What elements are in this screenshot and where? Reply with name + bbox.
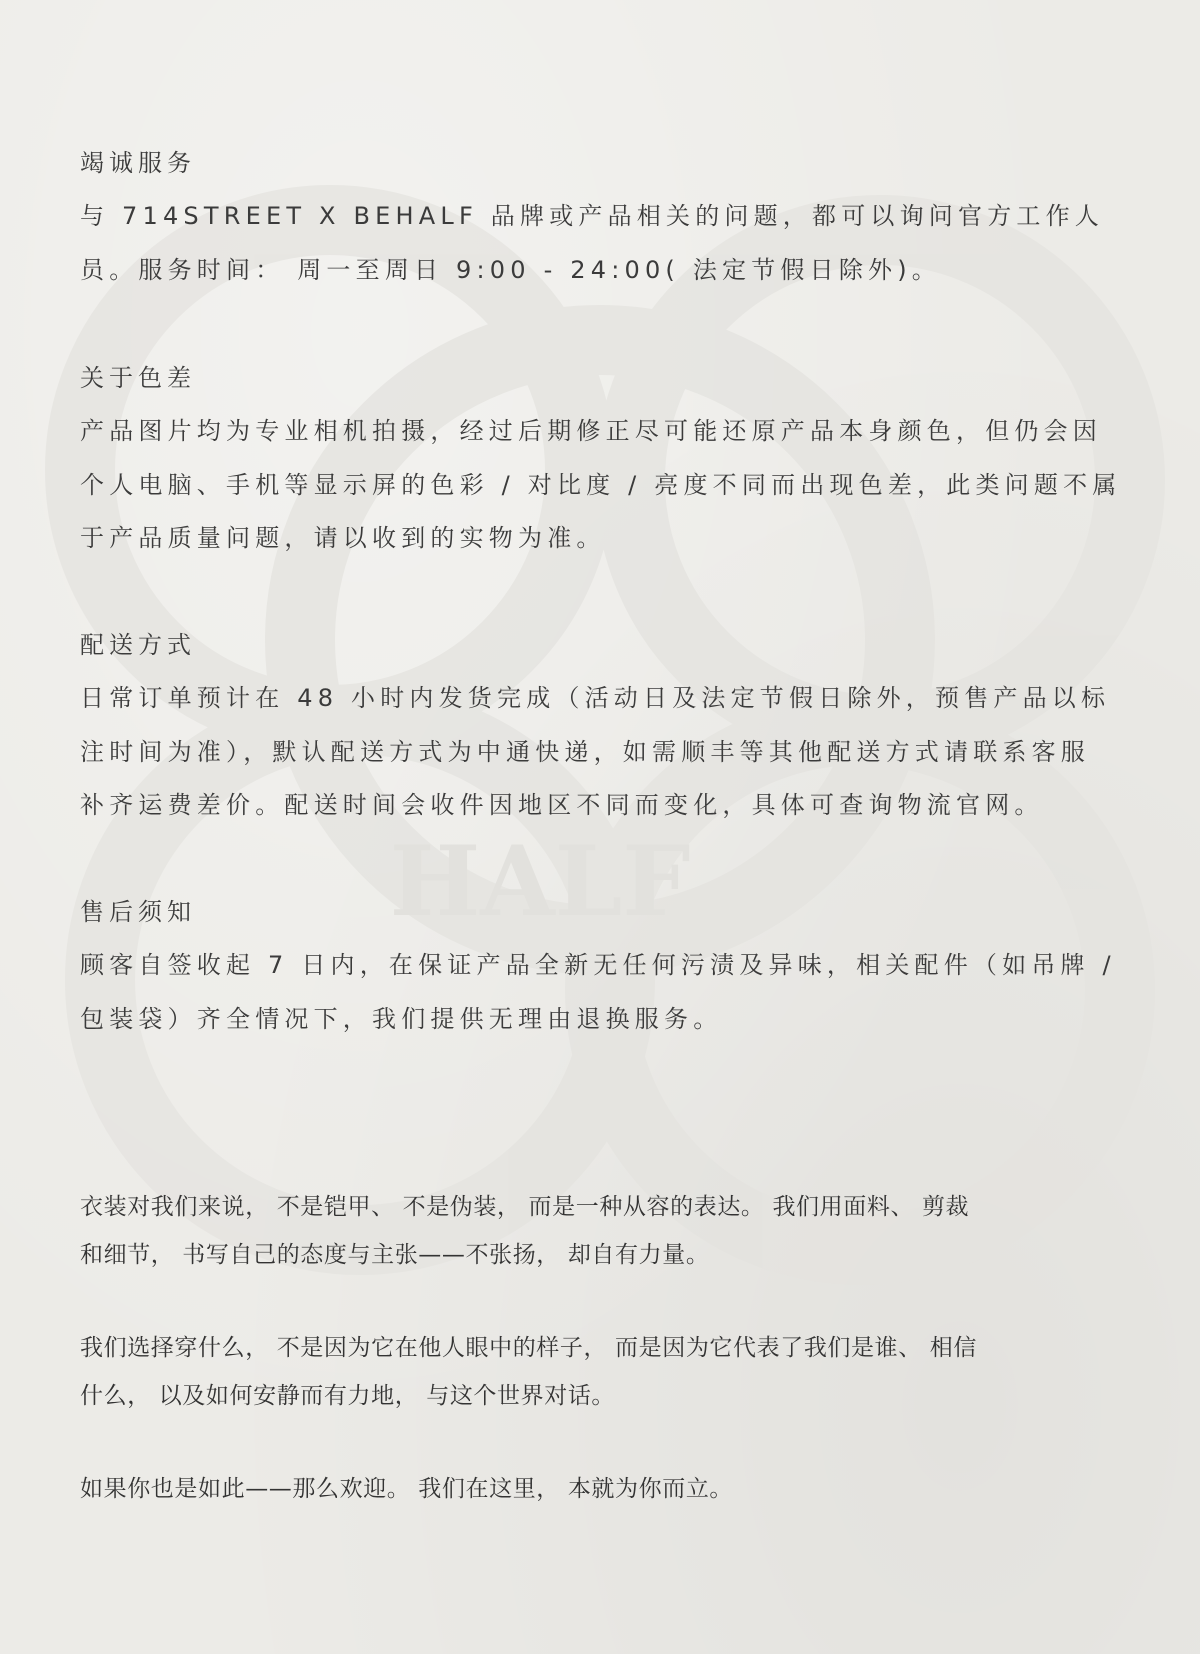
section-color-difference (80, 351, 1140, 566)
section-title: 关于色差 (80, 364, 196, 392)
section-body (80, 672, 1140, 833)
section-line: 与 714STREET X BEHALF 品牌或产品相关的问题，都可以询问官方工作人 (80, 202, 1104, 230)
manifesto-paragraph (80, 1183, 1140, 1279)
manifesto-line: 什么， 以及如何安静而有力地， 与这个世界对话。 (80, 1383, 616, 1409)
watermark-text: HALF (389, 825, 691, 938)
manifesto-paragraph (80, 1465, 1140, 1513)
section-line: 补齐运费差价。配送时间会收件因地区不同而变化，具体可查询物流官网。 (80, 791, 1044, 819)
manifesto-line: 如果你也是如此——那么欢迎。 我们在这里， 本就为你而立。 (80, 1476, 734, 1502)
section-title: 竭诚服务 (80, 149, 196, 177)
section-line: 产品图片均为专业相机拍摄，经过后期修正尽可能还原产品本身颜色，但仍会因 (80, 417, 1102, 445)
manifesto-paragraph (80, 1324, 1140, 1420)
section-line: 日常订单预计在 48 小时内发货完成（活动日及法定节假日除外，预售产品以标 (80, 684, 1111, 712)
section-line: 于产品质量问题，请以收到的实物为准。 (80, 524, 606, 552)
section-body (80, 939, 1140, 1046)
section-after-sales (80, 885, 1140, 1046)
section-line: 注时间为准），默认配送方式为中通快递，如需顺丰等其他配送方式请联系客服 (80, 737, 1090, 766)
section-line: 顾客自签收起 7 日内，在保证产品全新无任何污渍及异味，相关配件（如吊牌 / (80, 951, 1116, 979)
section-body (80, 190, 1140, 297)
section-line: 个人电脑、手机等显示屏的色彩 / 对比度 / 亮度不同而出现色差，此类问题不属 (80, 470, 1122, 499)
section-line: 员。服务时间： 周一至周日 9:00 - 24:00( 法定节假日除外)。 (80, 255, 941, 284)
section-title: 售后须知 (80, 898, 196, 926)
section-service (80, 136, 1140, 297)
manifesto-line: 和细节， 书写自己的态度与主张——不张扬， 却自有力量。 (80, 1242, 710, 1268)
section-line: 包装袋）齐全情况下，我们提供无理由退换服务。 (80, 1004, 723, 1033)
manifesto-line: 我们选择穿什么， 不是因为它在他人眼中的样子， 而是因为它代表了我们是谁、 相信 (80, 1335, 977, 1361)
section-delivery (80, 618, 1140, 833)
manifesto-line: 衣装对我们来说， 不是铠甲、 不是伪装， 而是一种从容的表达。 我们用面料、 剪裁 (80, 1194, 970, 1220)
section-title: 配送方式 (80, 631, 196, 659)
section-body (80, 405, 1140, 566)
